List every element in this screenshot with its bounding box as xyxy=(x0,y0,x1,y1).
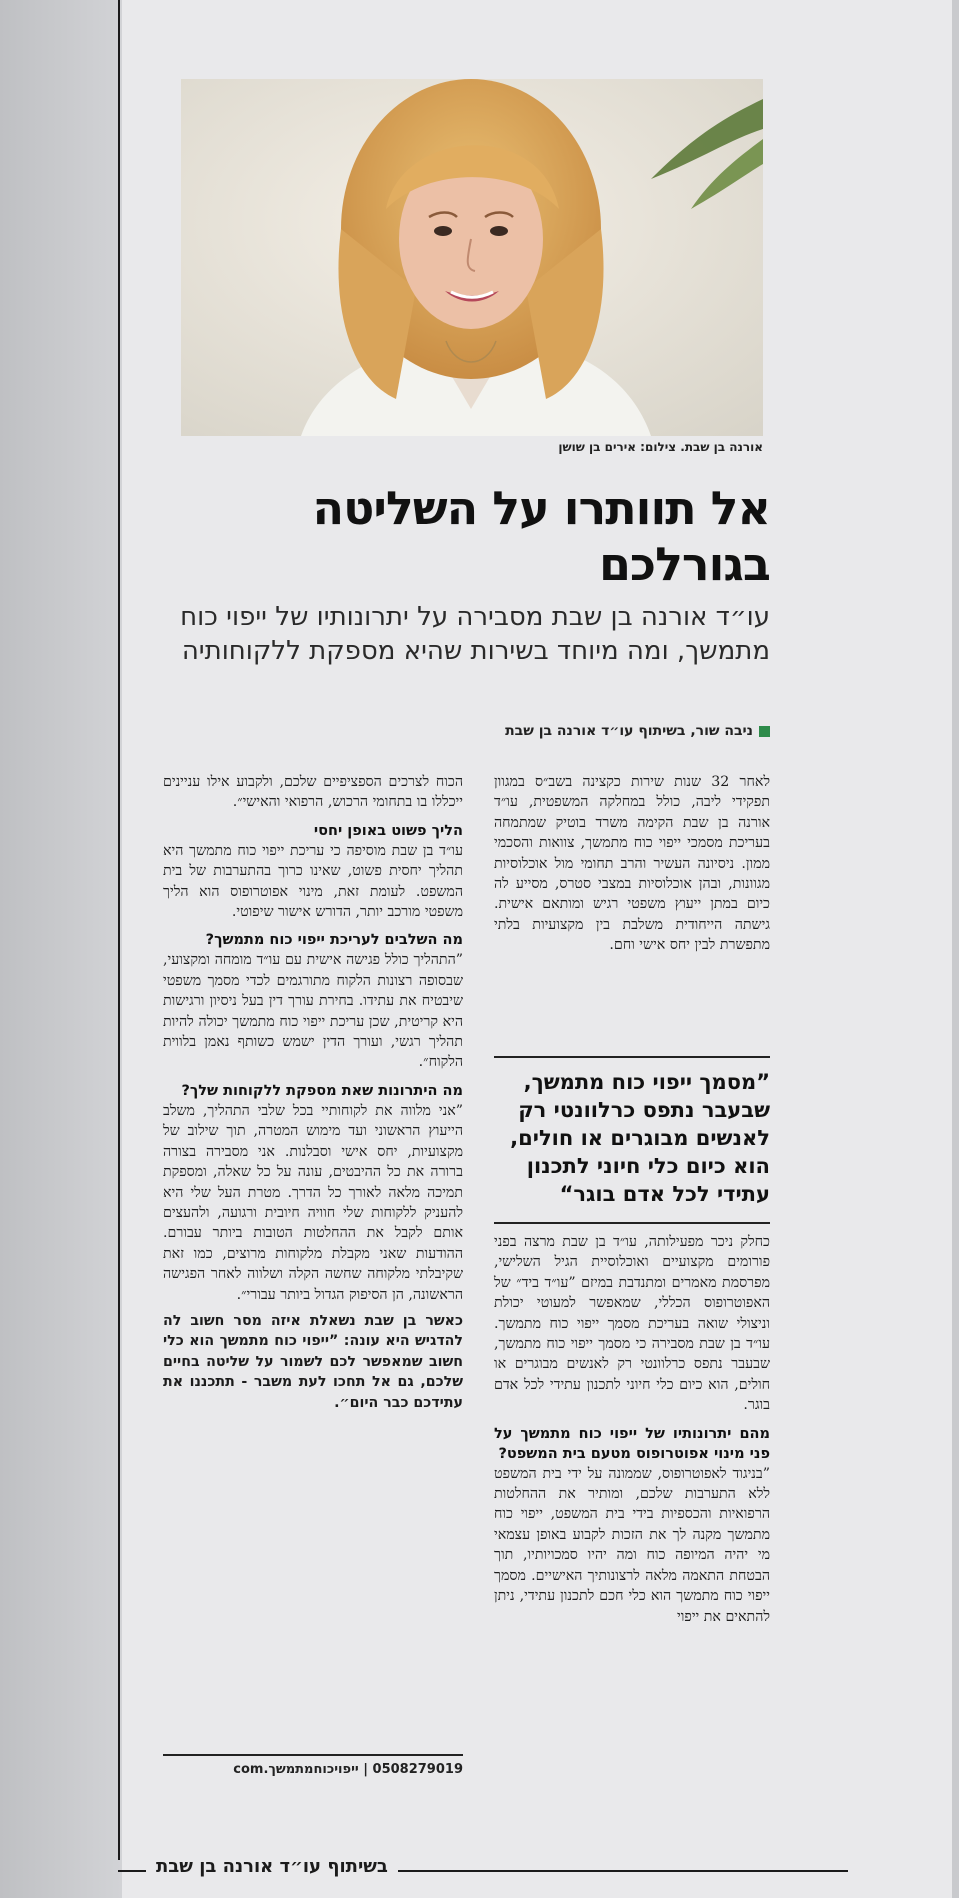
paragraph: הכוח לצרכים הספציפיים שלכם, ולקבוע אילו עניינים ייכללו בו בתחומי הרכוש, הרפואי והאישי״. xyxy=(163,774,463,811)
paragraph: עו״ד בן שבת מוסיפה כי עריכת ייפוי כוח מתמשך היא תהליך יחסית פשוט, שאינו כרוך בהתערבות של בית המשפט. לעומת זאת, מינוי אפוטרופוס הוא הליך משפטי מורכב יותר, הדורש אישור שיפוטי. xyxy=(163,842,463,921)
byline-square-icon xyxy=(759,726,770,737)
article-headline: אל תוותרו על השליטה בגורלכם xyxy=(312,481,770,591)
section-heading: מה היתרונות שאת מספקת ללקוחות שלך? xyxy=(181,1082,463,1099)
byline-text: ניבה שור, בשיתוף עו״ד אורנה בן שבת xyxy=(505,723,753,739)
portrait-illustration xyxy=(181,79,763,436)
section-heading: מה השלבים לעריכת ייפוי כוח מתמשך? xyxy=(205,932,463,949)
paragraph: ”בניגוד לאפוטרופוס, שממונה על ידי בית המשפט ללא התערבות שלכם, ומותיר את ההחלטות הרפואיות והכספיות בידי בית המשפט, ייפוי כוח מתמשך מקנה לך את הזכות לקבוע באופן עצמאי מי יהיה המיופה כוח ומה יהיו סמכויותיו, תוך הבטחת התאמה מלאה לרצונותיך האישיים. מסמך ייפוי כוח מתמשך הוא כלי חכם לתכנון עתידי, ניתן להתאים את ייפוי xyxy=(494,1465,770,1625)
page-footer xyxy=(118,1854,848,1894)
paragraph: ”התהליך כולל פגישה אישית עם עו״ד מומחה ומקצועי, שבסופה רצונות הלקוח מתורגמים לכדי מסמך משפטי שיבטיח את עתידו. בחירת עורך דין בעל ניסיון ורגישות היא קריטית, שכן עריכת ייפוי כוח מתמשך יכולה להיות תהליך רגשי, ועורך הדין ישמש כשותף נאמן בלווית הלקוח״. xyxy=(163,952,463,1071)
section-heading: הליך פשוט באופן יחסי xyxy=(313,822,463,839)
paragraph: לאחר 32 שנות שירות כקצינה בשב״ס במגוון תפקידי ליבה, כולל במחלקה המשפטית, עו״ד אורנה בן שבת הקימה משרד בוטיק שמתמחה בעריכת מסמכי ייפוי כוח מתמשך, צוואות והסכמי ממון. ניסיונה העשיר והרב תחומי מול אוכלוסיות מגוונות, ובהן אוכלוסיות במצבי סטרס, מסייע לה כיום במתן ייעוץ משפטי רגיש ומותאם אישית. גישתה הייחודית משלבת בין מקצועיות בלתי מתפשרת לבין יחס אישי וחם. xyxy=(494,774,770,954)
contact-line: 0508279019 | ייפויכוחמתמשך.com xyxy=(163,1754,463,1777)
portrait-photo xyxy=(181,79,763,436)
page-fold-shadow xyxy=(0,0,122,1898)
paragraph: כאשר בן שבת נשאלת איזה מסר חשוב לה להדגיש היא עונה: ”ייפוי כוח מתמשך הוא כלי חשוב שמאפשר לכם לשמור על שליטה בחיים שלכם, גם אל תחכו לעת משבר - תתכננו את עתידכם כבר היום״. xyxy=(163,1312,463,1411)
paragraph: ”אני מלווה את לקוחותיי בכל שלבי התהליך, משלב הייעוץ הראשוני ועד מימוש המטרה, תוך שילוב של מקצועיות, יחס אישי וסבלנות. אני מסבירה בצורה ברורה את כל ההיבטים, עונה על כל שאלה, ומספקת תמיכה מלאה לאורך כל הדרך. מטרת העל שלי היא להעניק ללקוחות שלי חוויה חיובית ורגועה, ולהעצים אותם לקבל את ההחלטות הטובות ביותר עבורם. ההודעות שאני מקבלת מלקוחות מרוצים, כמו זאת שקיבלתי מלקוחה שחשה הקלה ושלווה לאחר הפגישה הראשונה, הן הסיפוק הגדול ביותר עבורי״. xyxy=(163,1102,463,1303)
frame-left-rule xyxy=(118,0,120,1860)
pull-quote: ”מסמך ייפוי כוח מתמשך, שבעבר נתפס כרלוונטי רק לאנשים מבוגרים או חולים, הוא כיום כלי חיוני לתכנון עתידי לכל אדם בוגר“ xyxy=(494,1056,770,1224)
column-right-top xyxy=(494,772,770,956)
article-byline xyxy=(400,723,770,739)
footer-tag: בשיתוף עו״ד אורנה בן שבת xyxy=(146,1856,398,1877)
photo-caption: אורנה בן שבת. צילום: אירים בן שושן xyxy=(558,440,763,454)
paragraph: כחלק ניכר מפעילותה, עו״ד בן שבת מרצה בפני פורומים מקצועיים ואוכלוסיית הגיל השלישי, מפרסמת מאמרים ומתנדבת במיזם ”עו״ד ביד״ של האפוטרופוס הכללי, שמאפשר למעוטי יכולת וניצולי שואה בעריכת מסמך ייפוי כוח מתמשך. עו״ד בן שבת מסבירה כי מסמך ייפוי כוח מתמשך, שבעבר נתפס כרלוונטי רק לאנשים מבוגרים או חולים, הוא כיום כלי חיוני לתכנון עתידי לכל אדם בוגר. xyxy=(494,1234,770,1414)
column-right-bottom xyxy=(494,1232,770,1627)
section-heading: מהם יתרונותיו של ייפוי כוח מתמשך על פני מינוי אפוטרופוס מטעם בית המשפט? xyxy=(494,1425,770,1462)
article-subtitle: עו״ד אורנה בן שבת מסבירה על יתרונותיו של ייפוי כוח מתמשך, ומה מיוחד בשירות שהיא מספקת ללקוחותיה xyxy=(180,602,770,666)
column-left xyxy=(163,772,463,1413)
